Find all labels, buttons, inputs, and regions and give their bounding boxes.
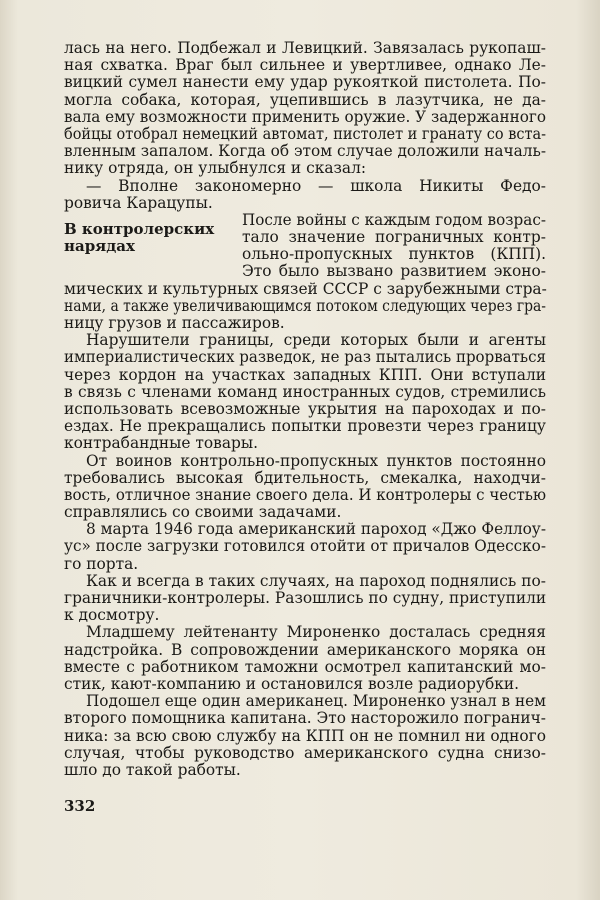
- text-line: лась на него. Подбежал и Левицкий. Завязалась рукопаш-: [64, 39, 546, 57]
- text-line: ровича Карацупы.: [64, 193, 213, 212]
- text-line: нами, а также увеличивающимся потоком следующих через гра-: [64, 296, 546, 315]
- text-line: второго помощника капитана. Это насторожило погранич-: [64, 709, 546, 728]
- text-line: шло до такой работы.: [64, 760, 241, 779]
- text-line: Подошел еще один американец. Мироненко узнал в нем: [86, 692, 546, 711]
- section-intro: [242, 212, 546, 281]
- text-line: бойцы отобрал немецкий автомат, пистолет и гранату со вста-: [64, 124, 546, 143]
- section-heading: В контролерских нарядах: [64, 219, 215, 255]
- page-text: [64, 40, 546, 779]
- page-number: 332: [64, 797, 96, 815]
- text-line: вицкий сумел нанести ему удар рукояткой пистолета. По-: [64, 73, 546, 92]
- text-line: справлялись со своими задачами.: [64, 503, 342, 522]
- text-line: требовались высокая бдительность, смекалка, находчи-: [64, 468, 546, 487]
- text-line: нику отряда, он улыбнулся и сказал:: [64, 159, 367, 178]
- text-line: Нарушители границы, среди которых были и агенты: [86, 331, 546, 350]
- text-line: От воинов контрольно-пропускных пунктов постоянно: [86, 451, 546, 470]
- text-line: вленным запалом. Когда об этом случае доложили началь-: [64, 142, 546, 161]
- text-line: Младшему лейтенанту Мироненко досталась средняя: [86, 623, 546, 642]
- text-line: к досмотру.: [64, 606, 160, 625]
- text-line: в связь с членами команд иностранных судов, стремились: [64, 382, 546, 401]
- text-line: империалистических разведок, не раз пытались прорваться: [64, 348, 546, 367]
- text-line: 8 марта 1946 года американский пароход «Джо Феллоу-: [86, 520, 546, 539]
- text-line: го порта.: [64, 554, 139, 573]
- text-line: тало значение пограничных контр-: [242, 228, 546, 247]
- text-line: вость, отличное знание своего дела. И контролеры с честью: [64, 485, 546, 504]
- text-line: ная схватка. Враг был сильнее и увертливее, однако Ле-: [64, 56, 546, 75]
- text-line: ницу грузов и пассажиров.: [64, 314, 285, 332]
- text-line: вместе с работником таможни осмотрел капитанский мо-: [64, 657, 546, 676]
- section-block: [64, 212, 546, 281]
- text-line: Это было вызвано развитием эконо-: [242, 262, 546, 281]
- text-line: мических и культурных связей СССР с зарубежными стра-: [64, 279, 547, 298]
- text-line: ездах. Не прекращались попытки провезти через границу: [64, 417, 546, 436]
- text-line: граничники-контролеры. Разошлись по судну, приступили: [64, 589, 547, 607]
- text-line: вала ему возможности применить оружие. У задержанного: [64, 107, 546, 126]
- text-line: стик, кают-компанию и остановился возле радиорубки.: [64, 674, 520, 693]
- text-line: могла собака, которая, уцепившись в лазутчика, не да-: [64, 90, 546, 109]
- text-line: случая, чтобы руководство американского судна снизо-: [64, 743, 546, 762]
- text-line: — Вполне закономерно — школа Никиты Федо-: [86, 176, 546, 195]
- text-line: Как и всегда в таких случаях, на пароход поднялись по-: [86, 571, 546, 590]
- text-line: надстройка. В сопровождении американского моряка он: [64, 640, 546, 659]
- text-line: ус» после загрузки готовился отойти от причалов Одесско-: [64, 537, 546, 556]
- text-line: контрабандные товары.: [64, 434, 258, 453]
- text-line: После войны с каждым годом возрас-: [242, 210, 546, 229]
- text-line: через кордон на участках западных КПП. Они вступали: [64, 365, 546, 384]
- text-line: ольно-пропускных пунктов (КПП).: [242, 245, 546, 264]
- text-line: использовать всевозможные укрытия на пароходах и по-: [64, 399, 546, 418]
- text-line: ника: за всю свою службу на КПП он не помнил ни одного: [64, 726, 546, 745]
